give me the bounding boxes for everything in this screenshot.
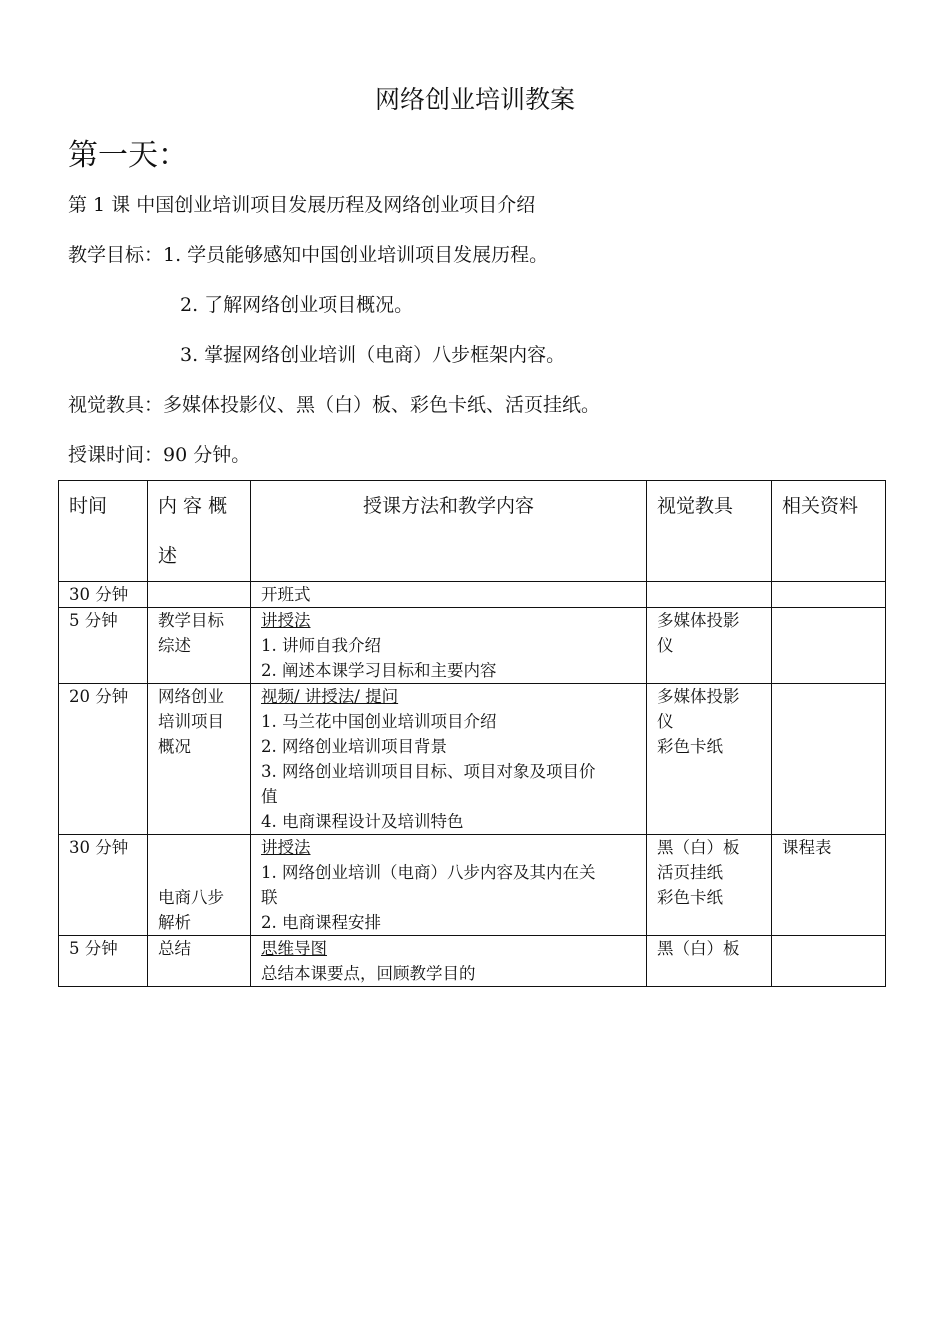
table-row bbox=[59, 582, 886, 608]
cell-method bbox=[251, 835, 647, 936]
spacer bbox=[158, 860, 240, 885]
refs-text: 课程表 bbox=[782, 838, 832, 857]
method-label: 讲授法 bbox=[261, 838, 311, 857]
visual-tools-line: 视觉教具：多媒体投影仪、黑（白）板、彩色卡纸、活页挂纸。 bbox=[68, 394, 601, 416]
tool-line: 黑（白）板 bbox=[657, 838, 740, 857]
header-time: 时间 bbox=[59, 481, 148, 582]
cell-summary bbox=[148, 835, 251, 936]
objective-1 bbox=[68, 240, 548, 267]
summary-line: 概况 bbox=[158, 737, 191, 756]
cell-refs bbox=[772, 608, 886, 684]
day-heading: 第一天： bbox=[68, 138, 188, 173]
cell-tools bbox=[647, 835, 772, 936]
header-summary: 内 容 概 述 bbox=[148, 481, 251, 582]
cell-refs bbox=[772, 582, 886, 608]
table-row bbox=[59, 835, 886, 936]
cell-method bbox=[251, 608, 647, 684]
method-label: 讲授法 bbox=[261, 611, 311, 630]
cell-summary bbox=[148, 684, 251, 835]
summary-line: 综述 bbox=[158, 636, 191, 655]
content-item: 总结本课要点，回顾教学目的 bbox=[261, 964, 476, 983]
time-text: 20 分钟 bbox=[69, 687, 129, 706]
table-row bbox=[59, 684, 886, 835]
table-header-row bbox=[59, 481, 886, 582]
tool-line: 仪 bbox=[657, 712, 674, 731]
cell-method bbox=[251, 936, 647, 987]
content-item: 1. 讲师自我介绍 bbox=[261, 636, 381, 655]
content-item: 2. 电商课程安排 bbox=[261, 913, 381, 932]
method-label: 开班式 bbox=[261, 585, 311, 604]
cell-refs bbox=[772, 936, 886, 987]
lesson-title: 第 1 课 中国创业培训项目发展历程及网络创业项目介绍 bbox=[68, 194, 536, 216]
content-item: 联 bbox=[261, 888, 278, 907]
cell-tools bbox=[647, 608, 772, 684]
time-text: 5 分钟 bbox=[69, 611, 118, 630]
document-title: 网络创业培训教案 bbox=[374, 85, 575, 114]
content-item: 4. 电商课程设计及培训特色 bbox=[261, 812, 464, 831]
cell-refs bbox=[772, 684, 886, 835]
table-row bbox=[59, 608, 886, 684]
header-method: 授课方法和教学内容 bbox=[251, 481, 647, 582]
objective-3: 3. 掌握网络创业培训（电商）八步框架内容。 bbox=[180, 344, 566, 366]
cell-tools bbox=[647, 936, 772, 987]
cell-time bbox=[59, 936, 148, 987]
cell-refs bbox=[772, 835, 886, 936]
time-text: 30 分钟 bbox=[69, 838, 129, 857]
summary-line: 教学目标 bbox=[158, 611, 224, 630]
method-label: 思维导图 bbox=[261, 939, 327, 958]
content-item: 1. 马兰花中国创业培训项目介绍 bbox=[261, 712, 497, 731]
cell-method bbox=[251, 582, 647, 608]
lesson-plan-table bbox=[58, 480, 886, 987]
spacer bbox=[158, 835, 240, 860]
objective-label: 教学目标： bbox=[68, 244, 164, 266]
tool-line: 仪 bbox=[657, 636, 674, 655]
summary-line: 总结 bbox=[158, 939, 191, 958]
content-item: 值 bbox=[261, 787, 278, 806]
content-item: 3. 网络创业培训项目目标、项目对象及项目价 bbox=[261, 762, 596, 781]
objective-text: 1. 学员能够感知中国创业培训项目发展历程。 bbox=[163, 244, 549, 266]
cell-tools bbox=[647, 582, 772, 608]
cell-time bbox=[59, 608, 148, 684]
tool-line: 黑（白）板 bbox=[657, 939, 740, 958]
tool-line: 多媒体投影 bbox=[657, 611, 740, 630]
cell-time bbox=[59, 684, 148, 835]
tool-line: 彩色卡纸 bbox=[657, 888, 723, 907]
cell-summary bbox=[148, 936, 251, 987]
summary-line: 网络创业 bbox=[158, 687, 224, 706]
tool-line: 多媒体投影 bbox=[657, 687, 740, 706]
time-text: 30 分钟 bbox=[69, 585, 129, 604]
header-refs: 相关资料 bbox=[772, 481, 886, 582]
content-item: 2. 阐述本课学习目标和主要内容 bbox=[261, 661, 497, 680]
summary-line: 电商八步 bbox=[158, 888, 224, 907]
objective-2: 2. 了解网络创业项目概况。 bbox=[180, 294, 414, 316]
summary-line: 培训项目 bbox=[158, 712, 224, 731]
content-item: 1. 网络创业培训（电商）八步内容及其内在关 bbox=[261, 863, 596, 882]
cell-summary bbox=[148, 582, 251, 608]
tool-line: 彩色卡纸 bbox=[657, 737, 723, 756]
cell-time bbox=[59, 582, 148, 608]
summary-line: 解析 bbox=[158, 913, 191, 932]
tool-line: 活页挂纸 bbox=[657, 863, 723, 882]
cell-summary bbox=[148, 608, 251, 684]
cell-tools bbox=[647, 684, 772, 835]
cell-method bbox=[251, 684, 647, 835]
content-item: 2. 网络创业培训项目背景 bbox=[261, 737, 447, 756]
header-tools: 视觉教具 bbox=[647, 481, 772, 582]
table-row bbox=[59, 936, 886, 987]
method-label: 视频/ 讲授法/ 提问 bbox=[261, 687, 399, 706]
duration-line: 授课时间：90 分钟。 bbox=[68, 444, 251, 466]
time-text: 5 分钟 bbox=[69, 939, 118, 958]
cell-time bbox=[59, 835, 148, 936]
